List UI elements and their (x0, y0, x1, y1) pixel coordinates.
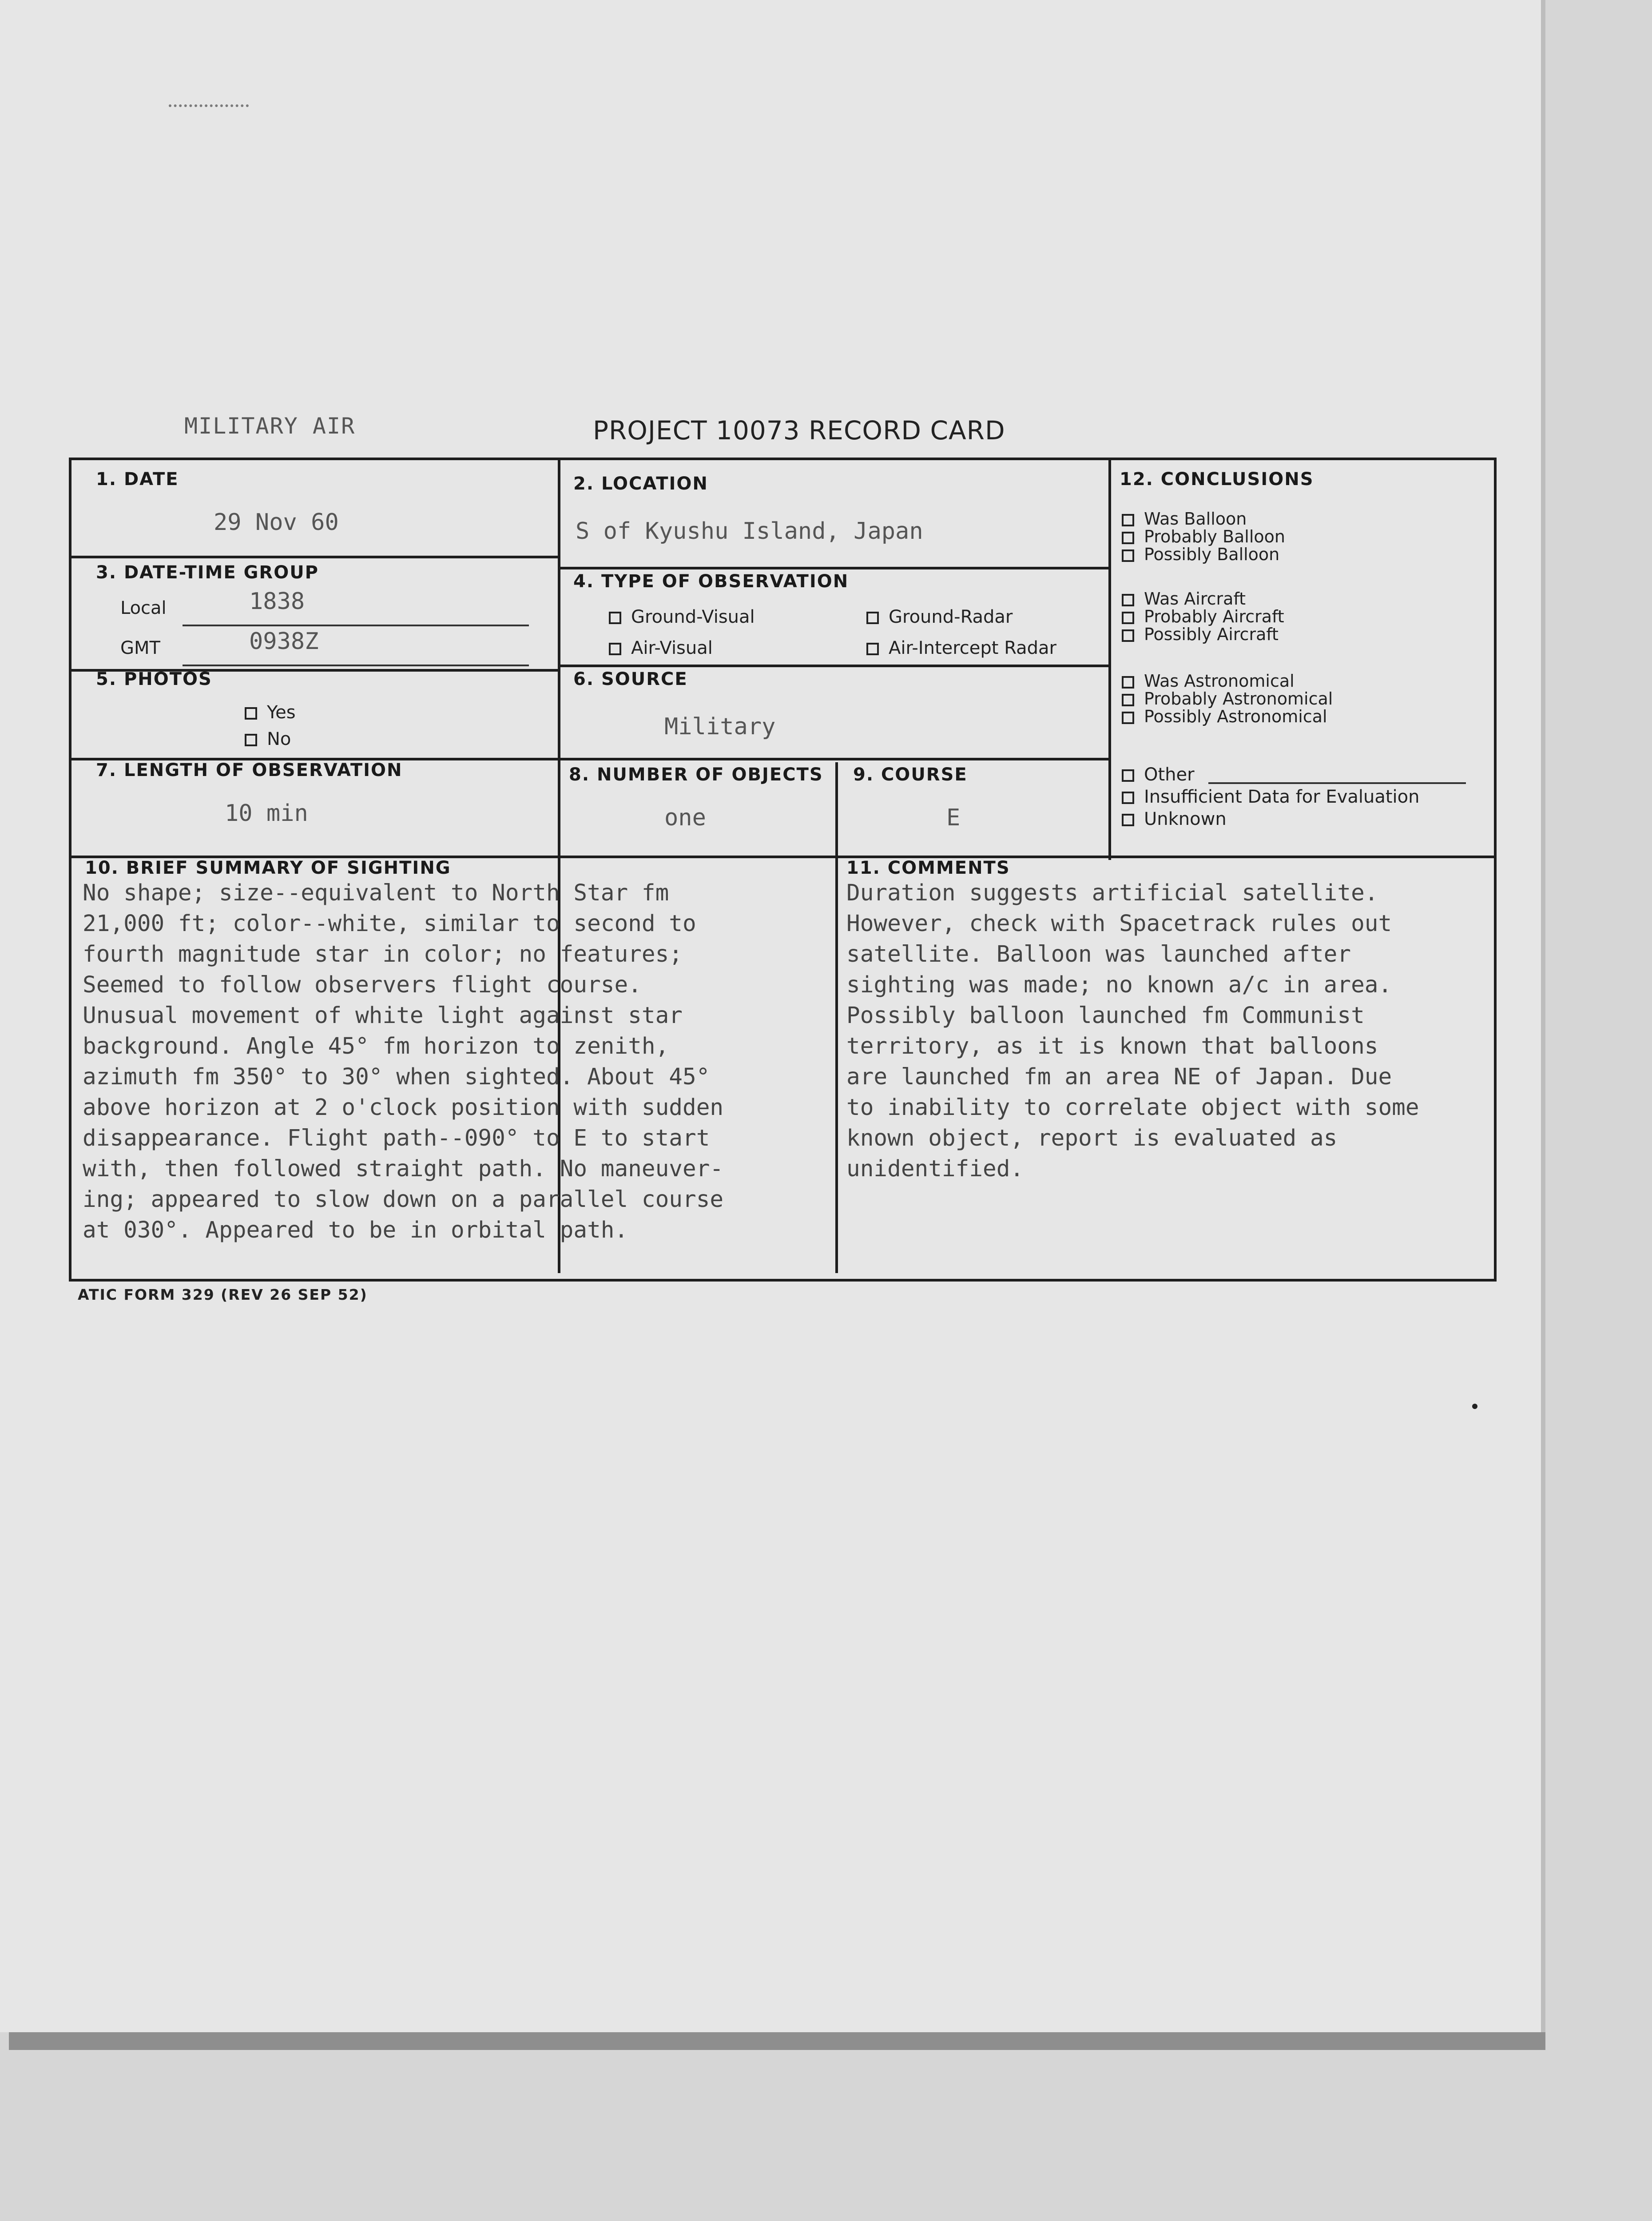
local-label: Local (120, 598, 167, 618)
checkbox-icon (1122, 792, 1134, 804)
comments-line: satellite. Balloon was launched after (846, 941, 1351, 967)
checkbox-icon (866, 643, 879, 655)
comments-line: known object, report is evaluated as (846, 1125, 1338, 1151)
summary-line: with, then followed straight path. No maneuver- (83, 1156, 724, 1182)
checkbox-checked-icon (245, 734, 257, 746)
local-underline (183, 625, 529, 626)
objects-label: 8. NUMBER OF OBJECTS (569, 764, 823, 785)
checkbox-icon (1122, 514, 1134, 526)
conclusion-item: Was Balloon (1122, 509, 1247, 529)
record-card (69, 458, 1497, 1282)
comments-line: unidentified. (846, 1156, 1024, 1182)
checkbox-icon (1122, 532, 1134, 544)
conclusion-item: Probably Astronomical (1122, 689, 1333, 708)
speck-mark (1472, 1404, 1477, 1409)
summary-line: above horizon at 2 o'clock position with sudden (83, 1095, 724, 1121)
option-air-intercept-radar: Air-Intercept Radar (866, 638, 1056, 658)
summary-line: at 030°. Appeared to be in orbital path. (83, 1217, 628, 1243)
conclusions-label: 12. CONCLUSIONS (1120, 469, 1314, 490)
summary-line: ing; appeared to slow down on a parallel course (83, 1186, 724, 1213)
summary-line: Unusual movement of white light against star (83, 1003, 683, 1029)
summary-line: No shape; size--equivalent to North Star fm (83, 880, 669, 906)
location-value: S of Kyushu Island, Japan (576, 518, 923, 545)
checkbox-icon (1122, 712, 1134, 724)
summary-line: background. Angle 45° fm horizon to zenith, (83, 1033, 669, 1059)
checkbox-icon (1122, 694, 1134, 706)
checkbox-icon (1122, 769, 1134, 782)
conclusion-item: Possibly Astronomical (1122, 707, 1327, 726)
divider-course (835, 762, 838, 1273)
conclusion-insufficient: Insufficient Data for Evaluation (1122, 787, 1419, 807)
conclusion-item: Was Aircraft (1122, 589, 1246, 609)
length-label: 7. LENGTH OF OBSERVATION (96, 760, 403, 780)
comments-line: to inability to correlate object with some (846, 1095, 1419, 1121)
summary-line: fourth magnitude star in color; no features; (83, 941, 683, 967)
date-label: 1. DATE (96, 469, 179, 490)
option-air-visual: Air-Visual (609, 638, 713, 658)
hline-location (558, 567, 1108, 569)
option-ground-radar: Ground-Radar (866, 607, 1013, 627)
conclusion-unknown: Unknown (1122, 809, 1227, 829)
summary-line: azimuth fm 350° to 30° when sighted. About 45° (83, 1064, 710, 1090)
hline-date (71, 556, 558, 558)
course-label: 9. COURSE (853, 764, 968, 785)
local-value: 1838 (249, 588, 305, 615)
comments-line: territory, as it is known that balloons (846, 1033, 1378, 1059)
summary-line: Seemed to follow observers flight course. (83, 972, 642, 998)
conclusion-item: Possibly Balloon (1122, 545, 1279, 564)
comments-line: Possibly balloon launched fm Communist (846, 1003, 1365, 1029)
conclusion-other: Other (1122, 764, 1195, 785)
header-left-text: MILITARY AIR (184, 413, 356, 439)
conclusion-item: Probably Balloon (1122, 527, 1285, 546)
checkbox-icon (866, 612, 879, 624)
form-footer: ATIC FORM 329 (REV 26 SEP 52) (78, 1286, 368, 1303)
hline-type (558, 665, 1108, 667)
length-value: 10 min (225, 800, 308, 827)
source-label: 6. SOURCE (573, 669, 688, 689)
photos-label: 5. PHOTOS (96, 669, 212, 689)
gmt-value: 0938Z (249, 628, 319, 655)
conclusion-item: Was Astronomical (1122, 671, 1295, 691)
checkbox-checked-icon (609, 643, 621, 655)
checkbox-icon (245, 707, 257, 720)
divider-right (1108, 460, 1111, 860)
comments-line: are launched fm an area NE of Japan. Due (846, 1064, 1392, 1090)
card-title: PROJECT 10073 RECORD CARD (593, 415, 1005, 446)
date-value: 29 Nov 60 (214, 509, 339, 536)
gmt-underline (183, 665, 529, 666)
objects-value: one (664, 804, 706, 831)
comments-line: However, check with Spacetrack rules out (846, 911, 1392, 937)
checkbox-icon (1122, 629, 1134, 642)
comments-line: Duration suggests artificial satellite. (846, 880, 1378, 906)
comments-text (846, 878, 1419, 1184)
conclusion-item: Probably Aircraft (1122, 607, 1284, 626)
checkbox-icon (609, 612, 621, 624)
page-edge-shadow (9, 2032, 1545, 2050)
photos-no: No (245, 729, 291, 749)
smudge-mark (169, 104, 249, 120)
conclusion-item: Possibly Aircraft (1122, 625, 1279, 644)
other-underline (1208, 782, 1466, 784)
summary-text (83, 878, 723, 1246)
location-label: 2. LOCATION (573, 474, 708, 494)
dtg-label: 3. DATE-TIME GROUP (96, 562, 319, 583)
checkbox-icon (1122, 594, 1134, 606)
source-value: Military (664, 713, 776, 740)
photos-yes: Yes (245, 702, 296, 723)
gmt-label: GMT (120, 638, 160, 658)
summary-line: 21,000 ft; color--white, similar to second to (83, 911, 696, 937)
summary-label: 10. BRIEF SUMMARY OF SIGHTING (85, 858, 451, 878)
course-value: E (946, 804, 961, 831)
summary-line: disappearance. Flight path--090° to E to start (83, 1125, 710, 1151)
checkbox-icon (1122, 549, 1134, 562)
observation-type-label: 4. TYPE OF OBSERVATION (573, 571, 849, 592)
comments-line: sighting was made; no known a/c in area. (846, 972, 1392, 998)
checkbox-icon (1122, 612, 1134, 624)
option-ground-visual: Ground-Visual (609, 607, 755, 627)
checkbox-icon (1122, 676, 1134, 689)
checkbox-checked-icon (1122, 814, 1134, 826)
comments-label: 11. COMMENTS (846, 858, 1010, 878)
